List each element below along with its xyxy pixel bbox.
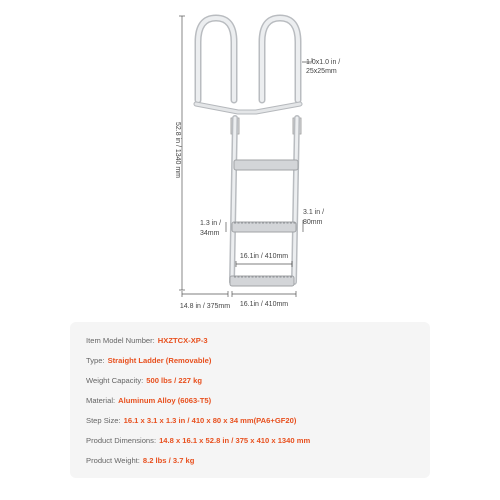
spec-label: Item Model Number: bbox=[86, 336, 155, 345]
ladder-step bbox=[234, 160, 298, 170]
spec-card bbox=[70, 322, 430, 478]
spec-label: Step Size: bbox=[86, 416, 121, 425]
spec-row-model bbox=[86, 336, 208, 345]
pipe-size-label-line2: 25x25mm bbox=[306, 68, 337, 75]
spec-row-type bbox=[86, 356, 211, 365]
step-height-label-line2: 34mm bbox=[200, 230, 220, 237]
spec-value: 14.8 x 16.1 x 52.8 in / 375 x 410 x 1340 mm bbox=[159, 436, 311, 445]
step-depth-label-line2: 80mm bbox=[303, 219, 323, 226]
spec-label: Material: bbox=[86, 396, 116, 405]
spec-row-material bbox=[86, 396, 211, 405]
spec-row-capacity bbox=[86, 376, 202, 385]
spec-value: Aluminum Alloy (6063-T5) bbox=[118, 396, 212, 405]
ladder-steps bbox=[230, 160, 298, 286]
spec-value: Straight Ladder (Removable) bbox=[107, 356, 212, 365]
base-depth-label: 14.8 in / 375mm bbox=[179, 303, 231, 310]
spec-row-step-size bbox=[86, 416, 296, 425]
spec-label: Product Dimensions: bbox=[86, 436, 157, 445]
step-height-label-line1: 1.3 in / bbox=[200, 220, 222, 227]
spec-row-weight bbox=[86, 456, 194, 465]
ladder-illustration bbox=[196, 18, 301, 282]
spec-row-dimensions bbox=[86, 436, 310, 445]
pipe-size-label-line1: 1.0x1.0 in / bbox=[306, 59, 341, 66]
spec-label: Product Weight: bbox=[86, 456, 140, 465]
base-width-label: 16.1in / 410mm bbox=[239, 301, 289, 308]
spec-value: 8.2 lbs / 3.7 kg bbox=[142, 456, 195, 465]
total-height-label: 52.8 in / 1340 mm bbox=[174, 121, 181, 179]
spec-label: Weight Capacity: bbox=[86, 376, 144, 385]
spec-value: 500 lbs / 227 kg bbox=[146, 376, 202, 385]
spec-value: HXZTCX-XP-3 bbox=[157, 336, 208, 345]
step-width-label: 16.1in / 410mm bbox=[239, 253, 289, 260]
step-depth-label-line1: 3.1 in / bbox=[303, 209, 325, 216]
spec-label: Type: bbox=[86, 356, 105, 365]
spec-value: 16.1 x 3.1 x 1.3 in / 410 x 80 x 34 mm(PA6+GF20) bbox=[123, 416, 297, 425]
